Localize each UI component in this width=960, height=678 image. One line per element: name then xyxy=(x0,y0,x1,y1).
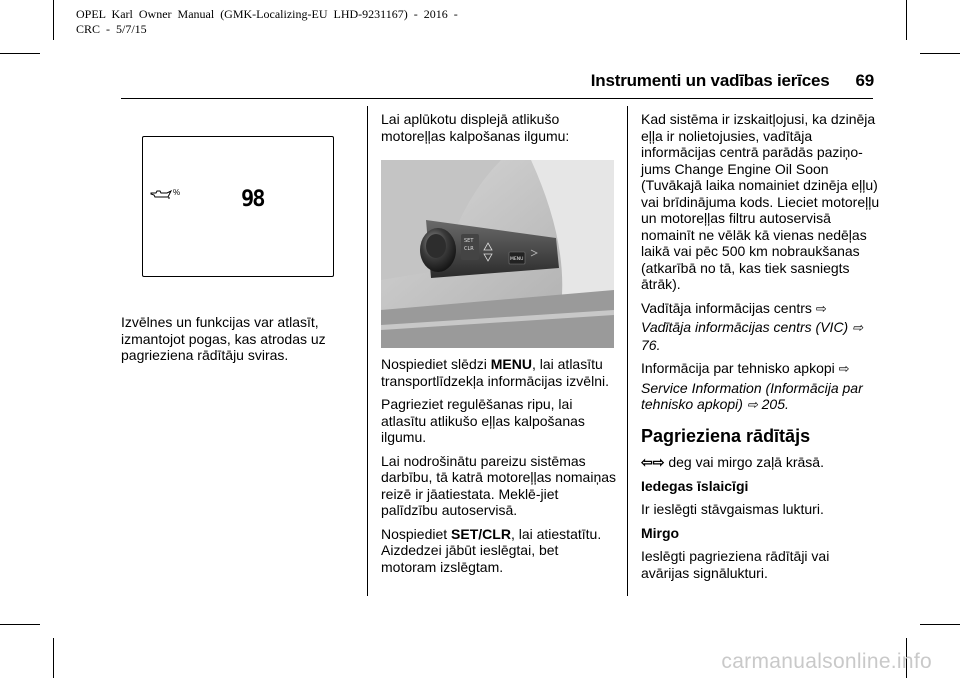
crop-mark xyxy=(906,0,907,40)
text-run: deg vai mirgo zaļā krāsā. xyxy=(668,454,824,470)
reference-arrow-icon: ⇨ xyxy=(746,397,758,412)
column-divider xyxy=(367,106,368,596)
turn-signal-icon: ⇦⇨ xyxy=(641,454,665,470)
meta-line-1: OPEL Karl Owner Manual (GMK-Localizing-EU LHD-9231167) - 2016 - xyxy=(76,7,458,21)
paragraph xyxy=(381,526,616,576)
crop-mark xyxy=(53,0,54,40)
reference-arrow-icon: ⇨ xyxy=(838,361,850,376)
subheading: Iedegas īslaicīgi xyxy=(641,477,749,494)
paragraph: Ieslēgti pagrieziena rādītāji vai avārijas signālukturi. xyxy=(641,548,830,581)
column-1 xyxy=(121,314,346,371)
column-2-body xyxy=(381,356,616,582)
text-run: Informācija par tehnisko apkopi xyxy=(641,360,835,376)
column-3 xyxy=(641,111,881,588)
column-divider xyxy=(627,106,628,596)
page-number: 69 xyxy=(855,71,874,90)
cross-reference-link[interactable] xyxy=(641,319,881,353)
page-ref: 205. xyxy=(761,396,789,412)
lever-illustration xyxy=(381,160,614,348)
percent-symbol: % xyxy=(173,188,181,197)
paragraph: Ir ieslēgti stāvgaismas lukturi. xyxy=(641,501,824,517)
column-2-intro xyxy=(381,111,616,151)
text-run: , lai atlasītu transportlīdzekļa informācijas izvēlni. xyxy=(381,356,609,389)
text-run: Nospiediet slēdzi xyxy=(381,356,491,372)
page-header xyxy=(591,71,874,91)
set-clr-keyword: SET/CLR xyxy=(451,525,511,542)
svg-text:SET: SET xyxy=(464,238,474,244)
paragraph xyxy=(641,454,881,471)
paragraph: Izvēlnes un funkcijas var atlasīt, izmantojot pogas, kas atrodas uz pagrieziena rādītāju sviras. xyxy=(121,314,326,363)
text-run: , lai atiestatītu. Aizdedzei jābūt ieslēgtai, bet motoram izslēgtam. xyxy=(381,525,602,575)
menu-keyword: MENU xyxy=(490,356,532,372)
crop-mark xyxy=(0,624,40,625)
oil-life-value: 98 xyxy=(241,187,264,212)
page-ref: 76. xyxy=(641,336,661,353)
meta-line-2: CRC - 5/7/15 xyxy=(76,22,147,36)
reference-arrow-icon: ⇨ xyxy=(815,300,827,316)
oil-life-display-illustration xyxy=(142,136,334,277)
cross-reference xyxy=(641,300,881,318)
paragraph: Lai nodrošinātu pareizu sistēmas darbību, tā katrā motoreļļas nomaiņas reizē ir jāatiestata. Meklē-jiet palīdzību autoservisā. xyxy=(381,452,617,518)
paragraph: Pagrieziet regulēšanas ripu, lai atlasītu atlikušo eļļas kalpošanas ilgumu. xyxy=(381,396,585,445)
turn-signal-lever-photo xyxy=(381,160,614,348)
crop-mark xyxy=(920,53,960,54)
print-metadata xyxy=(76,7,458,37)
crop-mark xyxy=(920,624,960,625)
subheading: Mirgo xyxy=(641,524,680,541)
watermark: carmanualsonline.info xyxy=(721,650,932,673)
text-run: Vadītāja informācijas centrs xyxy=(641,299,812,316)
header-rule xyxy=(121,98,873,99)
section-heading: Pagrieziena rādītājs xyxy=(641,425,811,446)
cross-reference-link[interactable] xyxy=(641,380,881,414)
paragraph xyxy=(381,356,616,389)
menu-button-label: MENU xyxy=(510,257,524,262)
cross-reference xyxy=(641,360,881,378)
text-run: Service Information (Informācija par tehnisko apkopi) xyxy=(641,379,863,412)
section-title: Instrumenti un vadības ierīces xyxy=(590,71,830,90)
crop-mark xyxy=(53,638,54,678)
svg-text:CLR: CLR xyxy=(464,246,474,252)
crop-mark xyxy=(0,53,40,54)
paragraph: Kad sistēma ir izskaitļojusi, ka dzinēja eļļa ir nolietojusies, vadītāja informācijas centrā parādās paziņo-jums Change Engine Oil Soon (Tuvākajā laika nomainiet dzinēja eļļu) vai brīdinājuma kods. Lieciet motoreļļu un motoreļļas filtru autoservisā nomainīt ne vēlāk kā vienas nedēļas laikā vai pēc 500 km nobraukšanas (atkarībā no tā, kas tiek sasniegts ātrāk). xyxy=(641,111,880,292)
text-run: Nospiediet xyxy=(381,525,452,542)
paragraph: Lai aplūkotu displejā atlikušo motoreļļas kalpošanas ilgumu: xyxy=(381,111,570,144)
text-run: Vadītāja informācijas centrs (VIC) xyxy=(641,319,849,335)
reference-arrow-icon: ⇨ xyxy=(852,320,864,335)
oil-can-icon xyxy=(150,189,172,201)
